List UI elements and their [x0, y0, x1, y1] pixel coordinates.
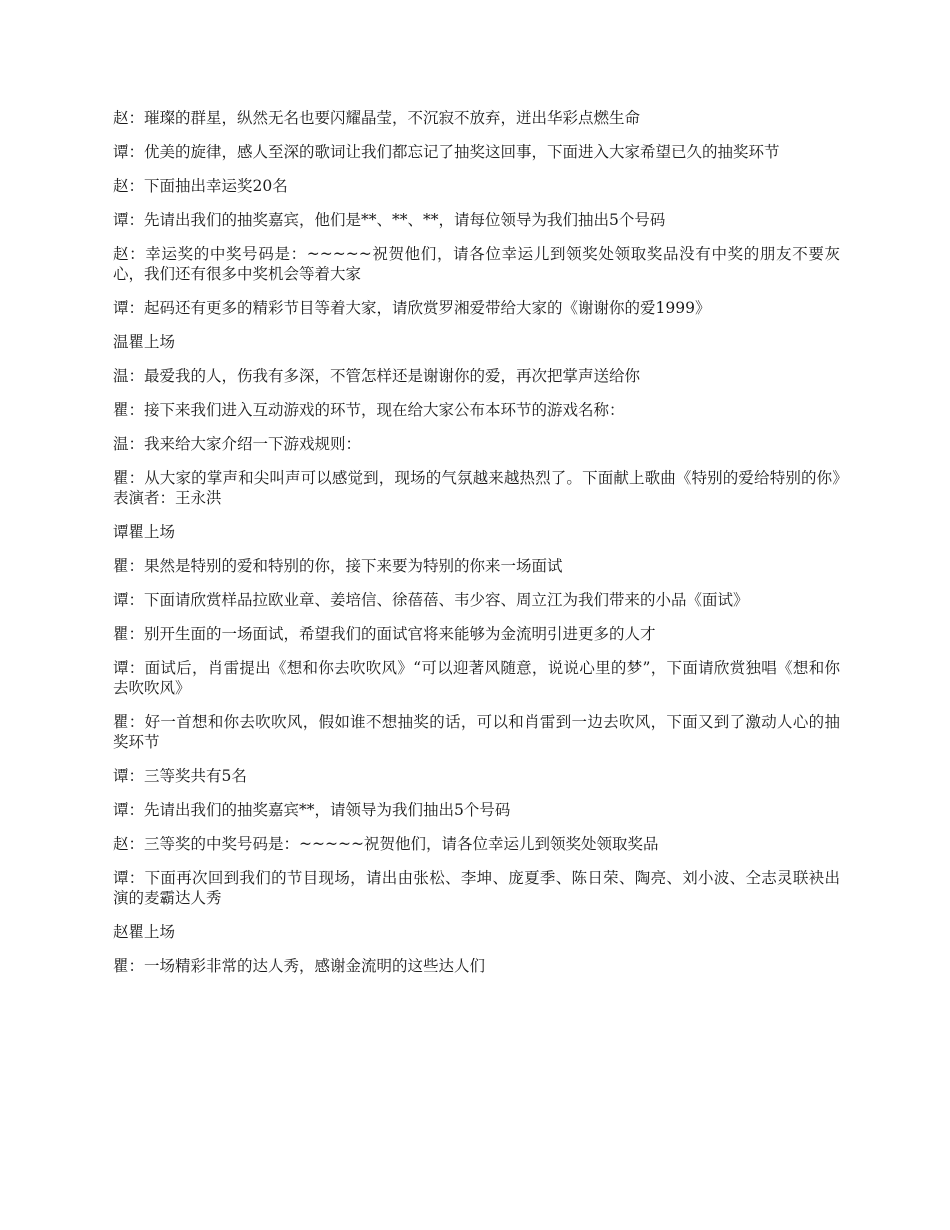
paragraph: 谭：先请出我们的抽奖嘉宾，他们是**、**、**，请每位领导为我们抽出5个号码 — [113, 211, 666, 229]
paragraph: 瞿：好一首想和你去吹吹风，假如谁不想抽奖的话，可以和肖雷到一边去吹风，下面又到了激动人心的抽奖环节 — [113, 713, 840, 751]
paragraph: 赵：下面抽出幸运奖20名 — [113, 177, 288, 195]
paragraph: 温瞿上场 — [113, 333, 176, 351]
paragraph: 谭：先请出我们的抽奖嘉宾**，请领导为我们抽出5个号码 — [113, 801, 511, 819]
paragraph: 温：我来给大家介绍一下游戏规则： — [113, 435, 362, 453]
paragraph: 谭：三等奖共有5名 — [113, 767, 247, 785]
paragraph: 谭：优美的旋律，感人至深的歌词让我们都忘记了抽奖这回事，下面进入大家希望已久的抽奖环节 — [113, 143, 780, 161]
paragraph: 瞿：一场精彩非常的达人秀，感谢金流明的这些达人们 — [113, 957, 486, 975]
paragraph: 谭：面试后，肖雷提出《想和你去吹吹风》“可以迎著风随意，说说心里的梦”，下面请欣赏独唱《想和你去吹吹风》 — [113, 659, 840, 697]
paragraph: 赵：幸运奖的中奖号码是：~~~~~祝贺他们，请各位幸运儿到领奖处领取奖品没有中奖的朋友不要灰心，我们还有很多中奖机会等着大家 — [113, 245, 840, 283]
paragraph: 谭：起码还有更多的精彩节目等着大家，请欣赏罗湘爱带给大家的《谢谢你的爱1999》 — [113, 299, 711, 317]
paragraph: 谭瞿上场 — [113, 523, 176, 541]
paragraph: 瞿：别开生面的一场面试，希望我们的面试官将来能够为金流明引进更多的人才 — [113, 625, 656, 643]
paragraph: 赵瞿上场 — [113, 923, 176, 941]
paragraph: 瞿：接下来我们进入互动游戏的环节，现在给大家公布本环节的游戏名称： — [113, 401, 625, 419]
document-body — [113, 108, 840, 990]
paragraph: 谭：下面请欣赏样品拉欧业章、姜培信、徐蓓蓓、韦少容、周立江为我们带来的小品《面试》 — [113, 591, 749, 609]
paragraph: 谭：下面再次回到我们的节目现场，请出由张松、李坤、庞夏季、陈日荣、陶亮、刘小波、仝志灵联袂出演的麦霸达人秀 — [113, 869, 840, 907]
paragraph: 赵：璀璨的群星，纵然无名也要闪耀晶莹，不沉寂不放弃，迸出华彩点燃生命 — [113, 109, 641, 127]
paragraph: 赵：三等奖的中奖号码是：~~~~~祝贺他们，请各位幸运儿到领奖处领取奖品 — [113, 835, 659, 853]
paragraph: 温：最爱我的人，伤我有多深，不管怎样还是谢谢你的爱，再次把掌声送给你 — [113, 367, 641, 385]
paragraph: 瞿：果然是特别的爱和特别的你，接下来要为特别的你来一场面试 — [113, 557, 563, 575]
paragraph: 瞿：从大家的掌声和尖叫声可以感觉到，现场的气氛越来越热烈了。下面献上歌曲《特别的爱给特别的你》表演者：王永洪 — [113, 469, 840, 507]
